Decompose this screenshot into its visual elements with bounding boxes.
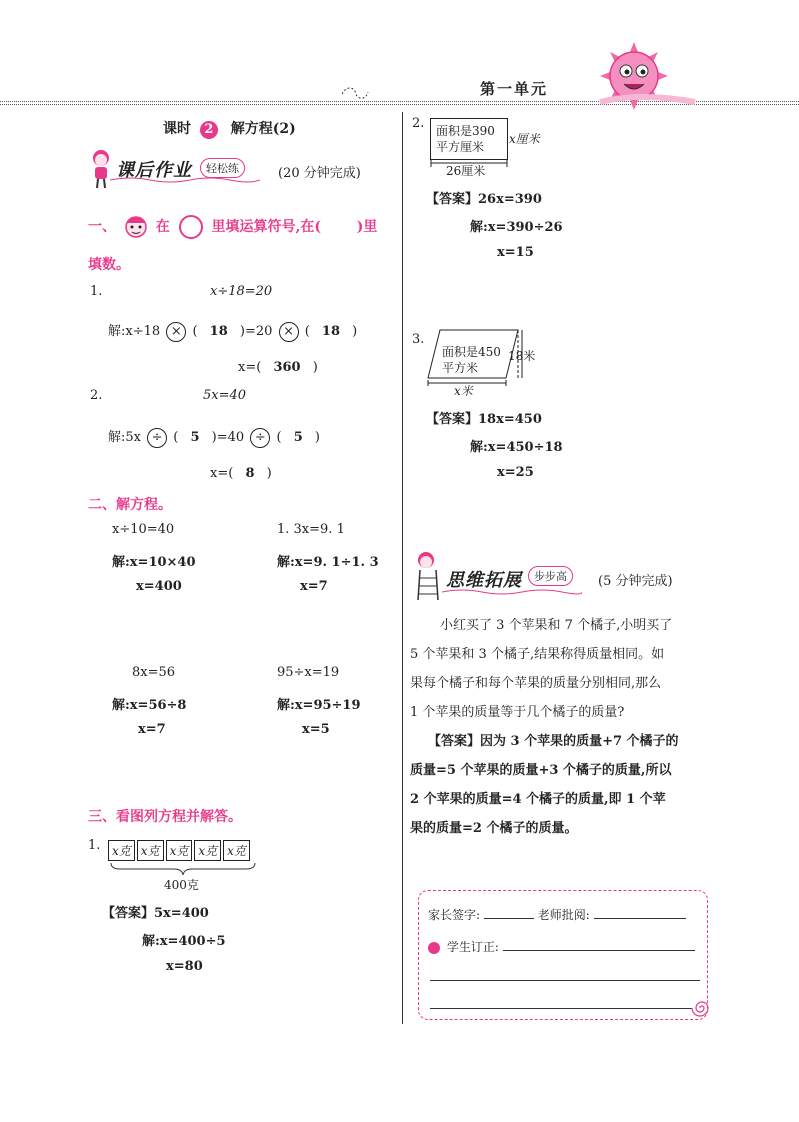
s1-q2-op2: ÷ [250,428,270,448]
s3-q2-answer: 【答案】26x=390 [426,192,542,207]
s1-q2-val2: 5 [293,430,303,445]
ladder-girl-icon [412,550,446,602]
s3-q3-answer: 【答案】18x=450 [426,412,542,427]
lesson-title [163,118,296,139]
thinking-wave-icon [442,588,582,596]
weight-box: x克 [223,840,250,861]
section1-num: 一、 [88,219,116,235]
s3-q1-total: 400克 [164,878,199,892]
answer-line-4: 果的质量=2 个橘子的质量。 [410,821,578,836]
weight-box: x克 [108,840,135,861]
s1-q2-close: ) [314,430,320,445]
sun-mascot-icon [590,40,700,110]
s2-item1-s2: x=400 [136,579,182,594]
s1-q1-x-a: x=( [238,360,262,375]
s3-q2-s1: 解:x=390÷26 [470,220,563,235]
s2-item3-s2: x=7 [138,722,166,737]
section1-text-e: 填数。 [88,257,130,273]
s1-q1-paren: ( [192,324,198,339]
rect-label-1: 面积是390 [436,124,495,138]
s1-q2-x-val: 8 [245,466,255,481]
rect-label-2: 平方厘米 [436,140,485,154]
unit-title: 第一单元 [480,80,549,98]
correction-line-1[interactable] [430,980,700,981]
lesson-number-badge: 2 [200,121,218,139]
s1-q2-mid: )=40 [211,430,245,445]
answer-line-1: 【答案】因为 3 个苹果的质量+7 个橘子的 [428,734,679,749]
problem-line-2: 5 个苹果和 3 个橘子,结果称得质量相同。如 [410,647,665,662]
s2-item4-eq: 95÷x=19 [277,665,340,680]
para-bottom: x米 [454,384,473,398]
s2-item4-s2: x=5 [302,722,330,737]
s3-q1-num: 1. [88,838,101,853]
s1-q1-val1: 18 [209,324,228,339]
s3-q1-s1: 解:x=400÷5 [142,934,226,949]
s1-q2-x-close: ) [266,466,272,481]
spiral-corner-icon [690,996,714,1020]
boy-face-icon [121,214,151,240]
weight-box: x克 [137,840,164,861]
correction-line-2[interactable] [430,1008,692,1009]
s2-item4-s1: 解:x=95÷19 [277,698,361,713]
thinking-badge: 步步高 [528,566,573,586]
s3-q2-s2: x=15 [497,245,534,260]
s2-item2-eq: 1. 3x=9. 1 [277,522,345,537]
thinking-banner: 思维拓展 [446,570,522,591]
para-label-1: 面积是450 [442,345,501,359]
s1-q1-x-close: ) [312,360,318,375]
problem-line-1: 小红买了 3 个苹果和 7 个橘子,小明买了 [440,618,673,633]
section3-title: 三、看图列方程并解答。 [88,809,242,825]
answer-line-3: 2 个苹果的质量=4 个橘子的质量,即 1 个苹 [410,792,666,807]
problem-line-4: 1 个苹果的质量等于几个橘子的质量? [410,705,625,720]
s2-item1-s1: 解:x=10×40 [112,555,196,570]
s1-q1-x-val: 360 [273,360,301,375]
s3-q3-s2: x=25 [497,465,534,480]
s1-q2-solution [108,426,320,448]
brace-icon [110,862,256,876]
s1-q1-val2: 18 [321,324,340,339]
parent-sign-label: 家长签字: [428,908,481,922]
s3-q1-s2: x=80 [166,959,203,974]
student-correct-label: 学生订正: [446,940,499,954]
s1-q2-val1: 5 [190,430,200,445]
header-swirl-icon [340,86,370,102]
s1-q2-paren2: ( [276,430,282,445]
s1-q1-num: 1. [90,284,103,299]
s1-q2-sol-a: 解:5x [108,430,141,445]
thinking-time: (5 分钟完成) [598,574,673,589]
teacher-review-label: 老师批阅: [537,908,590,922]
s3-q1-answer: 【答案】5x=400 [102,906,209,921]
section1-text-c: 里填运算符号,在( [211,219,321,235]
s2-item3-s1: 解:x=56÷8 [112,698,187,713]
s1-q1-close: ) [352,324,358,339]
s1-q2-paren: ( [173,430,179,445]
s3-q3-num: 3. [412,332,425,347]
rect-side: x厘米 [509,132,540,146]
answer-line-2: 质量=5 个苹果的质量+3 个橘子的质量,所以 [410,763,672,778]
problem-line-3: 果每个橘子和每个苹果的质量分别相同,那么 [410,676,662,691]
s1-q1-x-line [238,360,318,375]
s1-q1-paren2: ( [304,324,310,339]
s3-q2-num: 2. [412,116,425,131]
s2-item2-s1: 解:x=9. 1÷1. 3 [277,555,379,570]
lesson-prefix: 课时 [163,121,191,137]
sign-row-2 [428,938,695,955]
s1-q1-sol-a: 解:x÷18 [108,324,161,339]
s2-item3-eq: 8x=56 [132,665,176,680]
s1-q2-x-line [210,466,272,481]
s1-q1-eq: x÷18=20 [210,284,273,299]
s2-item2-s2: x=7 [300,579,328,594]
s1-q2-op1: ÷ [147,428,167,448]
para-side: 18米 [508,349,536,363]
column-divider [402,112,403,1024]
student-face-icon [428,942,440,954]
section2-title: 二、解方程。 [88,497,172,513]
section1-text-b: 在 [155,219,170,235]
homework-banner: 课后作业 [116,160,192,181]
empty-circle-icon [179,215,203,239]
homework-badge: 轻松练 [200,158,245,178]
rect-bottom: 26厘米 [446,164,486,178]
weight-box: x克 [166,840,193,861]
section1-title [88,214,377,240]
lesson-name: 解方程(2) [230,121,296,137]
parent-sign-field[interactable] [484,918,534,919]
s1-q1-mid: )=20 [239,324,273,339]
s1-q2-eq: 5x=40 [203,388,247,403]
banner-wave-icon [110,176,260,184]
section1-text-d: )里 [356,219,378,235]
s3-q3-s1: 解:x=450÷18 [470,440,563,455]
s1-q1-op1: × [166,322,186,342]
s1-q1-solution [108,320,357,342]
student-correct-field[interactable] [503,950,695,951]
weight-box: x克 [194,840,221,861]
s1-q2-x-a: x=( [210,466,234,481]
sign-row-1 [428,906,686,923]
teacher-review-field[interactable] [594,918,686,919]
s2-item1-eq: x÷10=40 [112,522,175,537]
s1-q2-num: 2. [90,388,103,403]
s1-q1-op2: × [279,322,299,342]
s3-q1-boxes [108,840,252,861]
homework-time: (20 分钟完成) [278,166,361,181]
para-label-2: 平方米 [442,361,479,375]
